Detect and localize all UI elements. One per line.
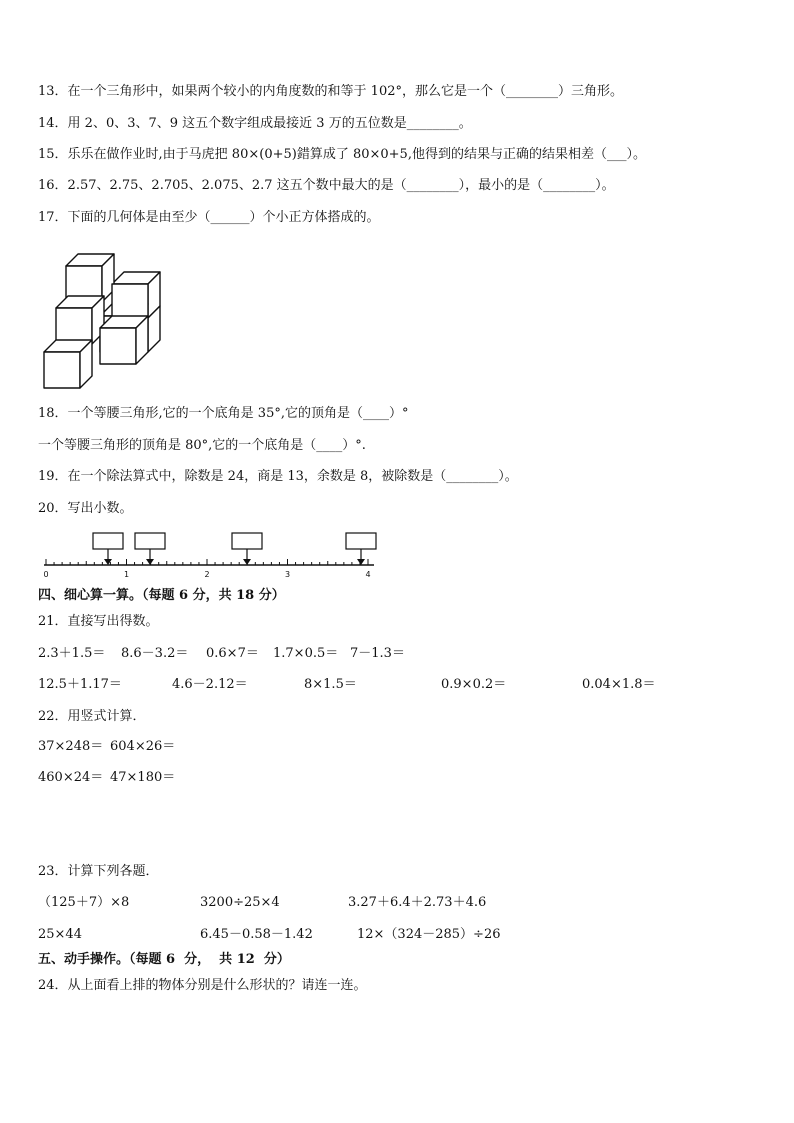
q21-item: 1.7×0.5＝ xyxy=(273,646,339,661)
section-4-heading: 四、细心算一算。（每题 6 分，共 18 分） xyxy=(38,588,285,603)
q23-item: 3.27＋6.4＋2.73＋4.6 xyxy=(348,895,487,910)
question-13: 13．在一个三角形中，如果两个较小的内角度数的和等于 102°，那么它是一个（________）三角形。 xyxy=(38,84,623,99)
cube-figure xyxy=(38,246,162,392)
question-17: 17．下面的几何体是由至少（______）个小正方体搭成的。 xyxy=(38,210,380,225)
q21-item: 2.3＋1.5＝ xyxy=(38,646,106,661)
question-19: 19．在一个除法算式中，除数是 24，商是 13，余数是 8，被除数是（________）。 xyxy=(38,469,518,484)
q22-item: 37×248＝ xyxy=(38,739,104,754)
q21-item: 8.6－3.2＝ xyxy=(121,646,189,661)
question-15: 15．乐乐在做作业时,由于马虎把 80×(0+5)錯算成了 80×0+5,他得到的结果与正确的结果相差（___）。 xyxy=(38,147,646,162)
tick-label: 3 xyxy=(284,570,291,579)
tick-label: 4 xyxy=(365,570,371,579)
section-5-heading: 五、动手操作。（每题 6 分， 共 12 分） xyxy=(38,952,290,967)
question-23: 23．计算下列各题． xyxy=(38,864,159,879)
q21-item: 4.6－2.12＝ xyxy=(172,677,248,692)
question-24: 24．从上面看上排的物体分别是什么形状的？请连一连。 xyxy=(38,978,367,993)
q21-item: 7－1.3＝ xyxy=(350,646,405,661)
q21-item: 0.04×1.8＝ xyxy=(582,677,656,692)
number-line xyxy=(38,530,378,582)
q23-item: （125＋7）×8 xyxy=(38,895,130,910)
question-22: 22．用竖式计算． xyxy=(38,709,146,724)
q22-item: 460×24＝ xyxy=(38,770,104,785)
question-20: 20．写出小数。 xyxy=(38,501,133,516)
q23-item: 3200÷25×4 xyxy=(200,895,280,910)
tick-label: 2 xyxy=(204,570,210,579)
question-16: 16．2.57、2.75、2.705、2.075、2.7 这五个数中最大的是（________），最小的是（________）。 xyxy=(38,178,615,193)
question-14: 14．用 2、0、3、7、9 这五个数字组成最接近 3 万的五位数是________。 xyxy=(38,116,472,131)
q23-item: 12×（324－285）÷26 xyxy=(357,927,501,942)
q23-item: 25×44 xyxy=(38,927,82,942)
q21-item: 12.5＋1.17＝ xyxy=(38,677,122,692)
question-18b: 一个等腰三角形的顶角是 80°,它的一个底角是（____）°. xyxy=(38,438,366,453)
question-21: 21．直接写出得数。 xyxy=(38,614,159,629)
tick-label: 1 xyxy=(123,570,130,579)
q23-item: 6.45－0.58－1.42 xyxy=(200,927,313,942)
q22-item: 604×26＝ xyxy=(110,739,176,754)
q21-item: 0.6×7＝ xyxy=(206,646,259,661)
tick-label: 0 xyxy=(43,570,49,579)
q21-item: 8×1.5＝ xyxy=(304,677,357,692)
q21-item: 0.9×0.2＝ xyxy=(441,677,507,692)
question-18a: 18．一个等腰三角形,它的一个底角是 35°,它的顶角是（____）° xyxy=(38,406,409,421)
q22-item: 47×180＝ xyxy=(110,770,176,785)
